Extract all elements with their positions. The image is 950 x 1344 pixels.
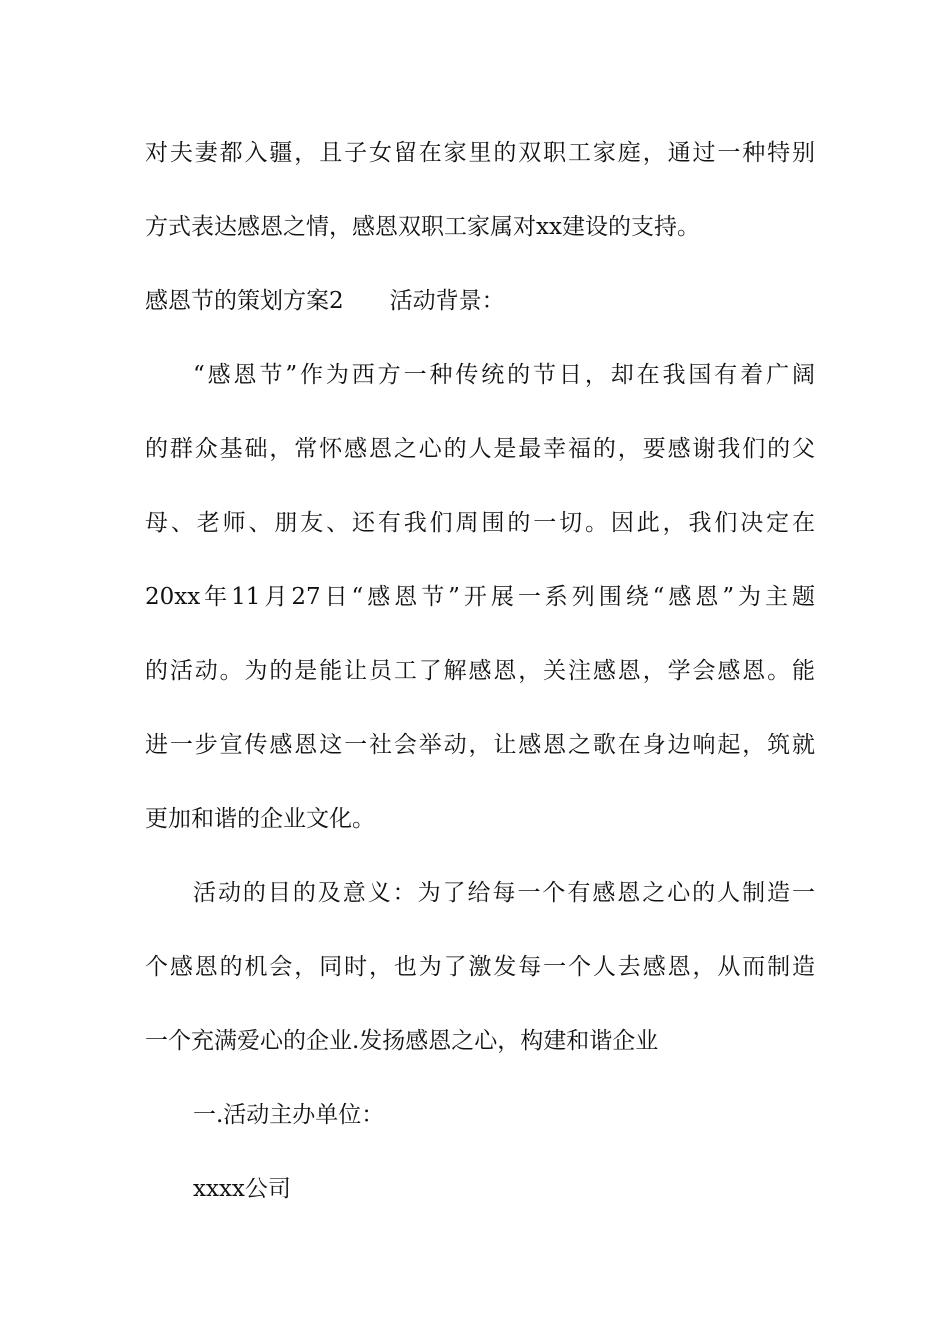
- paragraph-line: 更加和谐的企业文化。: [145, 806, 375, 832]
- paragraph-line: 的群众基础，常怀感恩之心的人是最幸福的，要感谢我们的父: [145, 436, 815, 462]
- paragraph-line: 个感恩的机会，同时，也为了激发每一个人去感恩，从而制造: [145, 954, 815, 980]
- paragraph-line: 活动的目的及意义：为了给每一个有感恩之心的人制造一: [193, 880, 815, 906]
- paragraph-line: 方式表达感恩之情，感恩双职工家属对xx建设的支持。: [145, 214, 700, 240]
- section-heading: [145, 281, 815, 321]
- paragraph-line: 对夫妻都入疆，且子女留在家里的双职工家庭，通过一种特别: [145, 140, 815, 166]
- heading-title: 感恩节的策划方案2: [145, 288, 344, 314]
- paragraph-line: 一个充满爱心的企业.发扬感恩之心，构建和谐企业: [145, 1028, 659, 1054]
- paragraph-line: “感恩节”作为西方一种传统的节日，却在我国有着广阔: [193, 362, 815, 388]
- list-heading: 一.活动主办单位：: [193, 1102, 385, 1128]
- paragraph-line: 的活动。为的是能让员工了解感恩，关注感恩，学会感恩。能: [145, 658, 815, 684]
- organizer-name: xxxx公司: [193, 1176, 291, 1202]
- heading-subtitle: 活动背景：: [389, 288, 505, 314]
- paragraph-line: 20xx年11月27日“感恩节”开展一系列围绕“感恩”为主题: [145, 584, 815, 610]
- paragraph-line: 母、老师、朋友、还有我们周围的一切。因此，我们决定在: [145, 510, 815, 536]
- paragraph-line: 进一步宣传感恩这一社会举动，让感恩之歌在身边响起，筑就: [145, 732, 815, 758]
